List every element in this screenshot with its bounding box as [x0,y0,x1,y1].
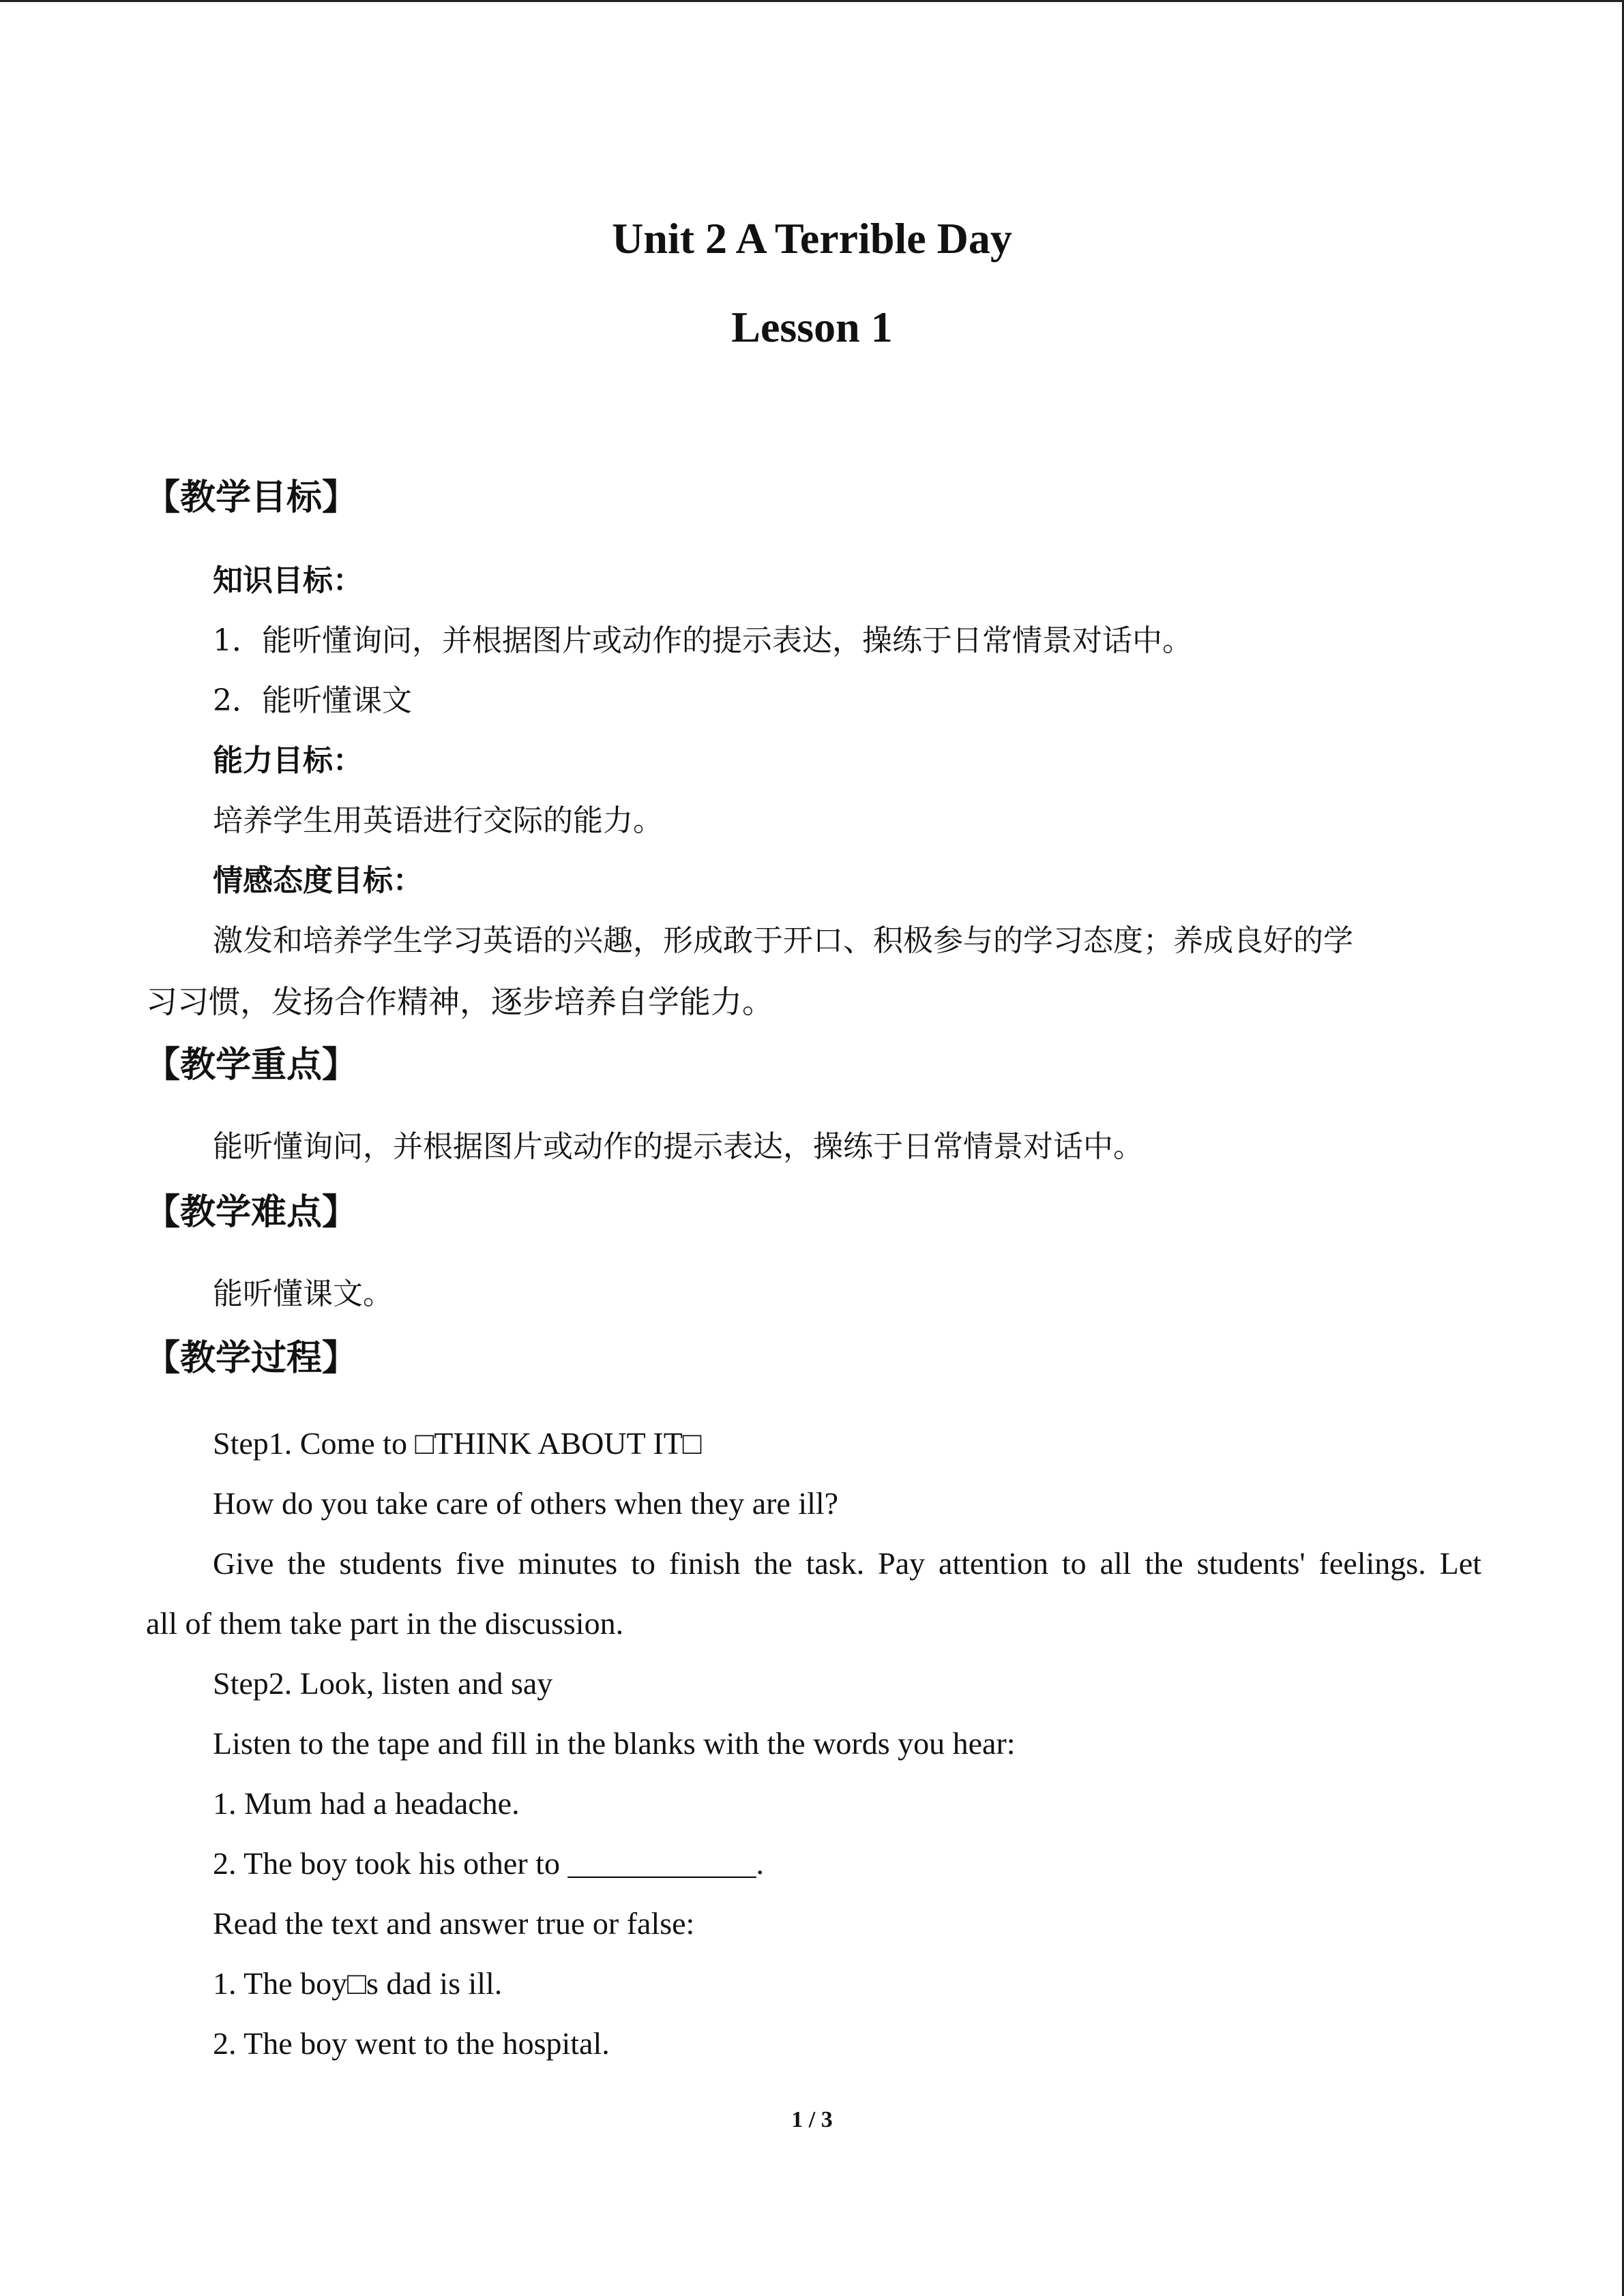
instruction-word: five [456,1546,505,1581]
key-points-heading: 【教学重点】 [145,1045,358,1086]
step2-listen-instruction: Listen to the tape and fill in the blanks with the words you hear: [213,1726,1016,1761]
instruction-word: the [754,1546,793,1581]
instruction-word: Let [1439,1546,1481,1581]
step1-instruction-line1 [213,1548,1481,1579]
step1-instruction-words [213,1548,1481,1579]
instruction-word: attention [939,1546,1048,1581]
knowledge-item-2: 2．能听懂课文 [213,683,412,718]
true-false-item-1: 1. The boy□s dad is ill. [213,1966,503,2001]
difficulties-text: 能听懂课文。 [213,1277,393,1311]
difficulties-heading: 【教学难点】 [145,1192,358,1233]
page-number: 1 / 3 [791,2107,833,2132]
objectives-heading: 【教学目标】 [145,477,358,518]
document-title: Unit 2 A Terrible Day [612,214,1012,263]
knowledge-objectives-label: 知识目标： [213,563,363,598]
instruction-word: minutes [518,1546,618,1581]
instruction-word: finish [668,1546,741,1581]
key-points-text: 能听懂询问，并根据图片或动作的提示表达，操练于日常情景对话中。 [213,1129,1143,1164]
emotion-objectives-text-line1: 激发和培养学生学习英语的兴趣，形成敢于开口、积极参与的学习态度；养成良好的学 [213,923,1353,958]
blank-item-2: 2. The boy took his other to ____________. [213,1846,764,1881]
ability-objectives-text: 培养学生用英语进行交际的能力。 [213,803,663,838]
instruction-word: students' [1196,1546,1305,1581]
instruction-word: Pay [878,1546,926,1581]
lesson-title: Lesson 1 [731,303,893,351]
instruction-word: the [1145,1546,1183,1581]
instruction-word: task. [806,1546,865,1581]
blank-item-1: 1. Mum had a headache. [213,1786,520,1821]
step1-question: How do you take care of others when they are ill? [213,1486,839,1521]
true-false-prompt: Read the text and answer true or false: [213,1906,695,1941]
step1-title: Step1. Come to □THINK ABOUT IT□ [213,1426,702,1461]
knowledge-item-1: 1．能听懂询问，并根据图片或动作的提示表达，操练于日常情景对话中。 [213,623,1192,658]
instruction-word: feelings. [1318,1546,1426,1581]
ability-objectives-label: 能力目标： [213,743,363,778]
step2-title: Step2. Look, listen and say [213,1666,553,1701]
instruction-word: students [339,1546,443,1581]
step1-instruction-line2: all of them take part in the discussion. [146,1606,624,1641]
instruction-word: to [1061,1546,1087,1581]
process-heading: 【教学过程】 [145,1338,358,1379]
instruction-word: to [631,1546,655,1581]
instruction-word: all [1099,1546,1132,1581]
emotion-objectives-label: 情感态度目标： [213,863,423,898]
instruction-word: the [287,1546,326,1581]
true-false-item-2: 2. The boy went to the hospital. [213,2026,610,2061]
instruction-word: Give [213,1546,274,1581]
emotion-objectives-text-line2: 习习惯，发扬合作精神，逐步培养自学能力。 [146,983,773,1020]
